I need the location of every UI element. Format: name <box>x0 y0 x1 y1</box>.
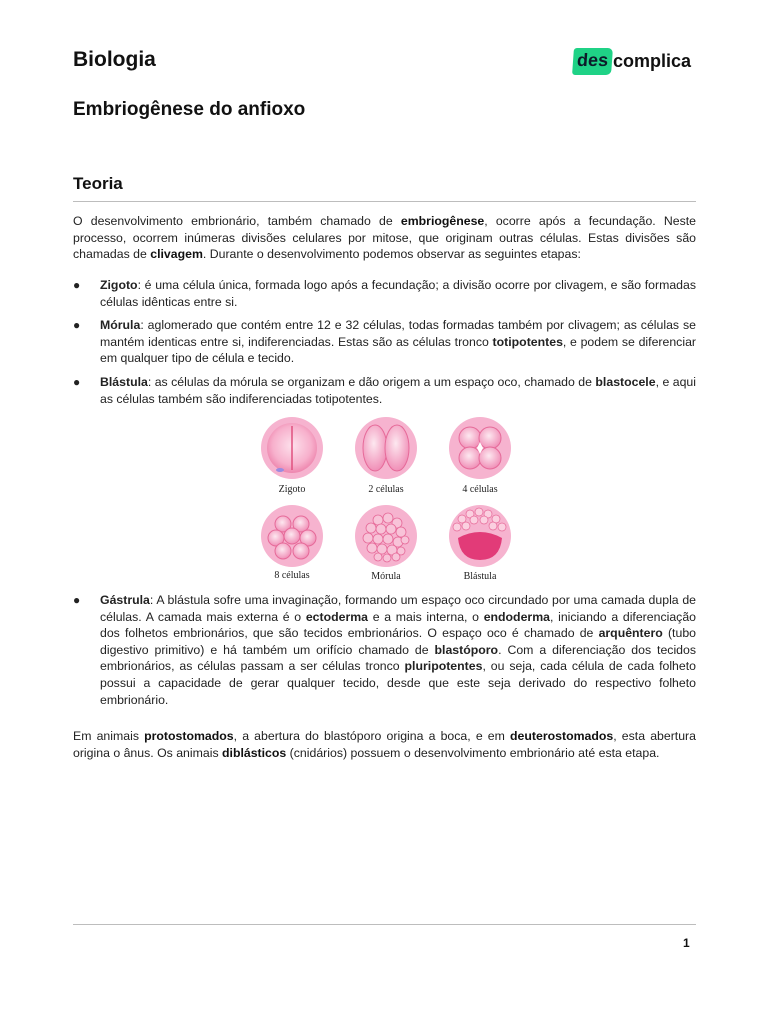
bullet-dot: ● <box>73 593 81 607</box>
document-title: Embriogênese do anfioxo <box>73 99 306 120</box>
desc-gastrula-3: , iniciando a diferenciação dos folhetos embrionários, que são tecidos embrionários. O espaço oco é chamado de <box>100 609 697 641</box>
desc-zigoto: : é uma célula única, formada logo após a fecundação; a divisão ocorre por clivagem, e são formadas células idênticas entre si. <box>100 278 696 309</box>
closing-text-2: , a abertura do blastóporo origina a boca, e em <box>233 729 511 743</box>
bold-ectoderma: ectoderma <box>305 609 369 624</box>
closing-paragraph <box>73 728 696 761</box>
intro-text-3: . Durante o desenvolvimento podemos observar as seguintes etapas: <box>202 247 581 262</box>
bold-blastocele: blastocele <box>595 374 656 389</box>
desc-morula-2: , e podem se diferenciar em qualquer tipo de célula e tecido. <box>100 334 697 366</box>
bold-diblasticos: diblásticos <box>222 745 287 760</box>
logo-complica-text: complica <box>613 50 692 71</box>
page-number: 1 <box>683 936 690 950</box>
intro-text-2: , ocorre após a fecundação. Neste processo, ocorrem inúmeras divisões celulares por mitose, que originam outras células. Estas divisões são chamadas de <box>73 214 696 262</box>
intro-text-1: O desenvolvimento embrionário, também chamado de <box>73 214 401 228</box>
stages-list <box>73 277 696 407</box>
morula-illustration <box>355 505 417 567</box>
list-item-morula <box>73 317 696 367</box>
list-item-zigoto <box>73 277 696 310</box>
closing-text-1: Em animais <box>73 729 145 743</box>
intro-bold-2: clivagem <box>150 247 203 262</box>
desc-gastrula-2: e a mais interna, o <box>368 609 484 624</box>
desc-gastrula-5: . Com a diferenciação dos tecidos embrionários, as células passam a ser células tronco <box>100 642 697 674</box>
eight-cells-illustration <box>261 505 323 567</box>
subject-title: Biologia <box>73 48 156 71</box>
desc-gastrula-6: , ou seja, cada célula de cada folheto possui a capacidade de gerar qualquer tecido, desde que este seja derivado do respectivo folheto embrionário. <box>100 659 696 707</box>
closing-text-3: , esta abertura origina o ânus. Os animais <box>73 729 696 760</box>
closing-text-4: (cnidários) possuem o desenvolvimento embrionário até esta etapa. <box>286 745 660 760</box>
label-8-celulas: 8 células <box>274 570 310 581</box>
footer-divider <box>73 924 696 925</box>
term-gastrula: Gástrula <box>100 593 150 607</box>
logo-des-badge: des <box>572 48 613 75</box>
intro-paragraph <box>73 213 696 263</box>
intro-bold-1: embriogênese <box>400 214 485 228</box>
bold-blastoporo: blastóporo <box>434 642 499 657</box>
bullet-dot: ● <box>73 374 81 389</box>
stages-list-continued <box>73 592 696 708</box>
bold-deuterostomados: deuterostomados <box>510 729 614 743</box>
bold-pluripotentes: pluripotentes <box>404 659 483 674</box>
section-divider <box>73 201 696 202</box>
embryo-stages-figure <box>256 414 518 586</box>
desc-blastula-1: : as células da mórula se organizam e dão origem a um espaço oco, chamado de <box>147 374 596 389</box>
descomplica-logo <box>573 46 691 76</box>
desc-gastrula-1: : A blástula sofre uma invaginação, formando um espaço oco circundado por uma camada dupla de células. A camada mais externa é o <box>100 593 696 624</box>
label-blastula: Blástula <box>463 571 497 582</box>
list-item-blastula <box>73 374 696 407</box>
bullet-dot: ● <box>73 278 81 292</box>
bold-endoderma: endoderma <box>483 609 550 624</box>
bold-arquentero: arquêntero <box>598 626 663 641</box>
term-blastula: Blástula <box>100 374 148 389</box>
label-4-celulas: 4 células <box>462 484 498 495</box>
section-title: Teoria <box>73 174 123 193</box>
desc-blastula-2: , e aqui as células também são indiferenciadas totipotentes. <box>100 374 696 406</box>
two-cells-illustration <box>355 417 417 479</box>
bold-protostomados: protostomados <box>144 729 234 743</box>
label-zigoto: Zigoto <box>278 484 306 495</box>
label-morula: Mórula <box>371 571 401 582</box>
bold-totipotentes: totipotentes <box>492 334 563 349</box>
blastula-illustration <box>449 505 511 567</box>
zigoto-illustration <box>261 417 323 479</box>
desc-morula-1: : aglomerado que contém entre 12 e 32 células, todas formadas também por clivagem; as células se mantém identicas entre si, indiferenciadas. Estas são as células tronco <box>100 318 696 349</box>
label-2-celulas: 2 células <box>368 484 404 495</box>
bullet-dot: ● <box>73 318 81 333</box>
desc-gastrula-4: (tubo digestivo primitivo) e há também um orifício chamado de <box>100 626 696 657</box>
four-cells-illustration <box>449 417 511 479</box>
list-item-gastrula <box>73 592 696 708</box>
term-zigoto: Zigoto <box>100 278 138 292</box>
term-morula: Mórula <box>100 318 141 333</box>
